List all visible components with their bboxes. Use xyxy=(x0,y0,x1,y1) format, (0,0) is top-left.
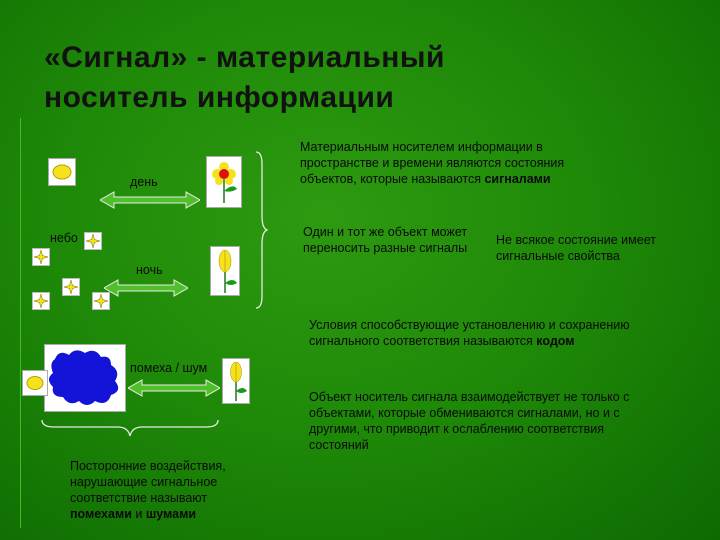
sun-card-icon xyxy=(48,158,76,186)
text-same-object: Один и тот же объект может переносить разные сигналы xyxy=(303,225,468,255)
text-external-mid: и xyxy=(131,507,146,521)
keyword-code: кодом xyxy=(536,334,575,348)
text-conditions-pre: Условия способствующие установлению и сохранению сигнального соответствия называются xyxy=(309,318,630,348)
title-line-2: носитель информации xyxy=(44,81,395,114)
text-conditions-code xyxy=(309,317,679,349)
text-external-influences xyxy=(70,458,260,522)
title-line-1: «Сигнал» - материальный xyxy=(44,41,445,74)
text-not-every-state: Не всякое состояние имеет сигнальные свойства xyxy=(496,233,656,263)
slide-title xyxy=(44,38,664,118)
keyword-signals: сигналами xyxy=(484,172,551,186)
text-external-pre: Посторонние воздействия, нарушающие сигнальное соответствие называют xyxy=(70,459,226,505)
text-material-medium-pre: Материальным носителем информации в пространстве и времени являются состояния объектов, которые называются xyxy=(300,140,565,186)
double-arrow-icon xyxy=(128,378,220,398)
label-sky: небо xyxy=(50,231,78,245)
label-night: ночь xyxy=(136,263,163,277)
double-arrow-icon xyxy=(104,278,188,298)
curly-brace-icon xyxy=(40,418,220,440)
flower-open-icon xyxy=(206,156,242,208)
star-icon xyxy=(32,248,50,266)
double-arrow-icon xyxy=(100,190,200,210)
label-day: день xyxy=(130,175,158,189)
star-icon xyxy=(62,278,80,296)
sun-card-icon xyxy=(22,370,48,396)
flower-closed-icon xyxy=(210,246,240,296)
label-noise: помеха / шум xyxy=(130,361,208,375)
star-icon xyxy=(84,232,102,250)
curly-brace-icon xyxy=(254,150,268,310)
noise-blot-icon xyxy=(44,344,126,412)
keyword-interference: помехами xyxy=(70,507,132,521)
left-divider-line xyxy=(20,118,21,528)
star-icon xyxy=(32,292,50,310)
text-material-medium xyxy=(300,139,605,187)
keyword-noise: шумами xyxy=(145,507,196,521)
text-interaction: Объект носитель сигнала взаимодействует не только с объектами, которые обмениваются сигналами, но и с другими, что приводит к ослаблению соответствия состояний xyxy=(309,390,630,452)
flower-closed-icon xyxy=(222,358,250,404)
